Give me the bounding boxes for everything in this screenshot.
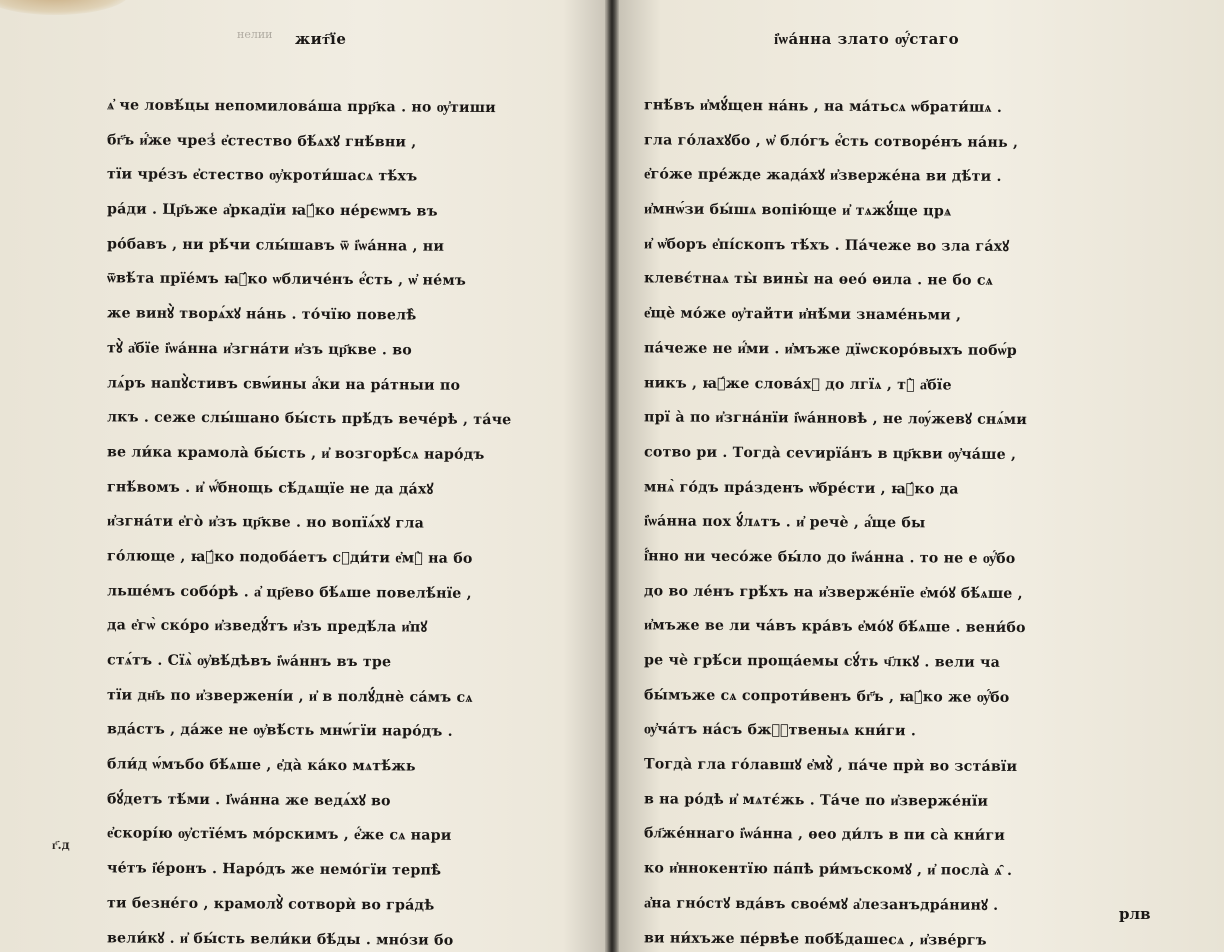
text-line: гнѣ́въ и҆мꙋ́щен на́нь , на ма́тьсѧ ѡбрати́шѧ . [643, 97, 1003, 116]
margin-note: г҃.д [52, 838, 70, 852]
text-line: че́тъ і҆е́ронъ . Наро́дъ же немо́гїи терпѣ̀ [106, 860, 442, 879]
text-line: па́чеже не и҆́ми . и҆мъже дїѡскоро́выхъ побѡ́р [643, 340, 1017, 359]
text-line: же винꙋ̀ творѧ́хꙋ на́нь . то́чїю повелѣ̀ [106, 305, 417, 324]
text-line: бл҃же́ннаго і҆ѡа́нна , ѳео ди́лъ в пи са̀ кни́ги [643, 825, 1006, 845]
text-line: ра́ди . Цр҃ьже а҆ркадїи ꙗ҆́ко не́рєѡмъ въ [106, 201, 438, 220]
left-running-head: жит҇їе [295, 30, 347, 48]
text-line: ви ни́хъже пе́рвѣе побѣ́дашесѧ , и҆зве́ргъ [643, 929, 987, 949]
text-line: вели́кꙋ . и҆ бы́сть вели́ки бѣ́ды . мно́зи бо [106, 929, 454, 949]
folio-number: рлв [1119, 905, 1151, 923]
text-line: и҆ ѡ҆боръ е҆пі́скопъ тѣ́хъ . Па́чеже во зла га́хꙋ [643, 236, 1010, 255]
text-line: и҆згна́ти е҆го̀ и҆зъ цр҃кве . но вопїѧ́хꙋ гла [106, 513, 425, 532]
text-line: і҆ѡа́нна пох ꙋ́лѧтъ . и҆ речѐ , а҆́ще бы [643, 513, 926, 532]
text-line: ти безне́го , крамолꙋ̀ сотворѝ во гра́дѣ [106, 895, 435, 914]
text-line: в на ро́дѣ и҆ мѧтє́жь . Та́че по и҆зверже́нїи [643, 791, 989, 810]
text-line: гнѣ́вомъ . и҆ ѡ҆́бнощь сѣ́дѧщїе не да да́хꙋ [106, 478, 434, 498]
text-line: лѧ́ръ напꙋ̀стивъ свѡ́ины а҆́ки на ра́тныи по [106, 374, 461, 394]
text-line: а҆на гно́стꙋ вда́въ свое́мꙋ а҆лезанъдра́нинꙋ . [643, 895, 999, 914]
right-running-head: і҆ѡа́нна злато ѹ҆́стаго [774, 30, 960, 48]
faint-bleed-through-mark: нелии [237, 28, 273, 41]
text-line: ре чѐ грѣ́си проща́емы сꙋ́ть ч҃лкꙋ . вели ча [643, 652, 1001, 671]
text-line: е҆го́же пре́жде жада́хꙋ и҆зверже́на ви дѣ́ти . [643, 166, 1002, 186]
book-gutter [605, 0, 619, 952]
text-line: Тогда̀ гла го́лавшꙋ е҆мꙋ̀ , па́че прѝ во зста́вїи [643, 756, 1018, 776]
left-text-block [107, 90, 577, 952]
text-line: и҆мъже ве ли ча́въ кра́въ е҆мо́ꙋ бѣ́ѧше . вени́бо [643, 617, 1026, 637]
text-line: ро́бавъ , ни рѣ́чи слы́шавъ ѿ і҆ѡа́нна , ни [106, 236, 445, 255]
text-line: бꙋ́детъ тѣ́ми . І҆ѡа́нна же ведѧ́хꙋ во [106, 791, 391, 810]
text-line: клевє́тнаѧ ты̀ вины̀ на ѳео́ ѳила . не бо сѧ [643, 270, 994, 290]
text-line: лкъ . сеже слы́шано бы́сть прѣ́дъ вече́рѣ , та́че [106, 409, 512, 429]
text-line: е҆скорі́ю ѹ҆стїе́мъ мо́рскимъ , е҆́же сѧ нари [106, 825, 452, 845]
text-line: тїи чре́зъ е҆стество ѹ҆кроти́шасѧ тѣ́хъ [106, 166, 418, 185]
text-line: ѹ҆ча́тъ на́съ бжⷭ҇твеныѧ кни́ги . [643, 721, 917, 740]
text-line: ѧ҆ че ловѣ́цы непомилова́ша прр҃ка . но ѹ҆тиши [106, 97, 496, 117]
text-line: і҆́нно ни чесо́же бы́ло до і҆ѡа́нна . то не е ѹ҆́бо [643, 548, 1016, 567]
text-line: ко и҆ннокентїю па́пѣ ри́мъскомꙋ , и҆ посла̀ ѧ̑ . [643, 860, 1013, 880]
text-line: бы́мъже сѧ сопроти́венъ бг҃ъ , ꙗ҆́ко же ѹ҆́бо [643, 687, 1010, 706]
text-line: до во ле́нъ грѣ́хъ на и҆зверже́нїе е҆мо́ꙋ бѣ́ѧше , [643, 582, 1023, 602]
text-line: бли́д ѡ́мъбо бѣ́ѧше , е҆да̀ ка́ко мѧтѣ́жь [106, 756, 416, 775]
text-line: сотво ри . Тогда̀ сеѵирїа́нъ в цр҃кви ѹ҆ча́ше , [643, 444, 1017, 463]
text-line: льше́мъ собо́рѣ . а҆ цр҃ево бѣ́ѧше повелѣ́нїе , [106, 582, 472, 602]
text-line: никъ , ꙗ҆́же слова́хꙋ до лгїѧ , тꙋ̀ а҆бїе [643, 374, 952, 394]
text-line: стѧ́тъ . Сїѧ̀ ѹ҆вѣ́дѣвъ і҆ѡа́ннъ въ тре [106, 652, 392, 671]
text-line: тꙋ̀ а҆бїе і҆ѡа́нна и҆згна́ти и҆зъ цр҃кве . во [106, 340, 413, 359]
text-line: го́лющe , ꙗ҆́ко подоба́етъ сꙋди́ти е҆мꙋ̀ на бо [106, 548, 473, 567]
text-line: прї а̀ по и҆згна́нїи і҆ѡа́нновѣ , не лѹ́жевꙋ снѧ́ми [643, 409, 1028, 429]
text-line: и҆мнѡ́зи бы́шѧ вопію́ще и҆ тѧжꙋ́ще црѧ [643, 201, 952, 220]
text-line: гла го́лахꙋбо , ѡ҆ бло́гъ е҆́сть сотворе́нъ на́нь , [643, 132, 1019, 151]
text-line: мнѧ̀ го́дъ пра́зденъ ѡ҆бре́сти , ꙗ҆́ко да [643, 478, 959, 498]
left-page [0, 0, 605, 952]
right-page [619, 0, 1224, 952]
text-line: вда́стъ , да́же не ѹ҆вѣ́сть мнѡ́гїи наро́дъ . [106, 721, 453, 741]
text-line: бг҃ъ и҆́же чрез̾ е҆стество бѣ́ѧхꙋ гнѣ́вни , [106, 132, 417, 151]
text-line: е҆щѐ мо́же ѹ҆тайти и҆нѣ́ми знаме́ньми , [643, 305, 962, 324]
text-line: да е҆гѡ̀ ско́ро и҆зведꙋ́тъ и҆зъ предѣ́ла и҆пꙋ [106, 617, 428, 636]
text-line: ве ли́ка крамола̀ бы́сть , и҆ возгорѣ́сѧ наро́дъ [106, 444, 485, 463]
text-line: тїи дн҃ь по и҆звержені́и , и҆ в полꙋ́днѐ са́мъ сѧ [106, 687, 473, 706]
text-line: ѿвѣ́та прїе́мъ ꙗ҆́ко ѡбличе́нъ е҆́сть , ѡ҆ не́мъ [106, 270, 467, 290]
right-text-block [644, 90, 1114, 952]
